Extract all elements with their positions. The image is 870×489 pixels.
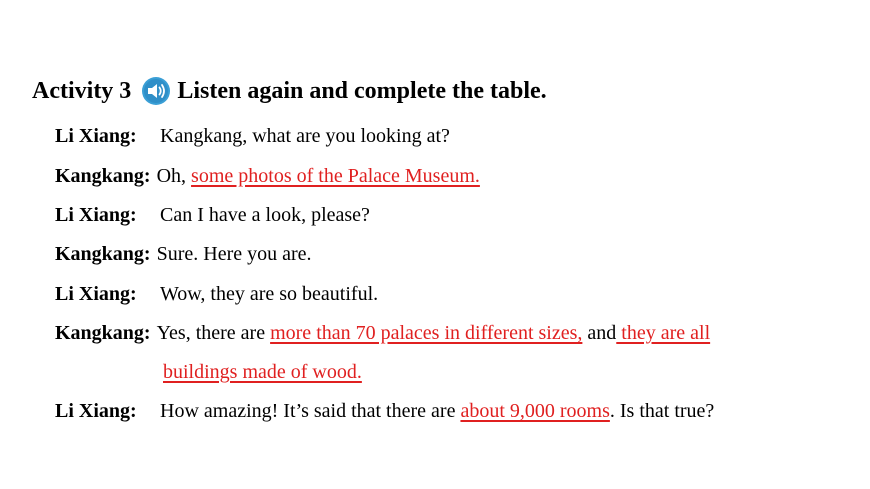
speaker-name: Li Xiang: [55, 400, 137, 422]
speaker-name: Li Xiang: [55, 204, 137, 226]
speaker-name: Kangkang: [55, 243, 151, 265]
answer-text: buildings made of wood. [163, 361, 362, 383]
dialogue-line-6 [55, 321, 710, 345]
line-text: Sure. Here you are. [156, 243, 312, 265]
line-text: . Is that true? [609, 400, 715, 422]
dialogue-line-3 [55, 203, 370, 227]
dialogue-line-6-continued [163, 360, 362, 384]
line-text: Yes, there are [156, 322, 271, 344]
speaker-name: Kangkang: [55, 165, 151, 187]
speaker-name: Li Xiang: [55, 283, 137, 305]
activity-instruction: Listen again and complete the table. [177, 77, 547, 104]
answer-text: more than 70 palaces in different sizes, [270, 322, 583, 344]
speaker-name: Kangkang: [55, 322, 151, 344]
answer-text: they are all [616, 322, 711, 344]
line-text: and [582, 322, 617, 344]
speaker-name: Li Xiang: [55, 125, 137, 147]
line-text: How amazing! It’s said that there are [160, 400, 461, 422]
line-text: Kangkang, what are you looking at? [160, 125, 450, 147]
answer-text: about 9,000 rooms [460, 400, 610, 422]
line-text: Wow, they are so beautiful. [160, 283, 379, 305]
speaker-icon[interactable] [141, 76, 171, 106]
line-text: Oh, [156, 165, 192, 187]
dialogue-line-4 [55, 242, 312, 266]
line-text: Can I have a look, please? [160, 204, 370, 226]
activity-heading [32, 74, 547, 108]
dialogue-line-2 [55, 164, 480, 188]
activity-label: Activity 3 [32, 77, 132, 104]
answer-text: some photos of the Palace Museum. [191, 165, 480, 187]
dialogue-line-1 [55, 124, 450, 148]
dialogue-line-7 [55, 399, 714, 423]
dialogue-line-5 [55, 282, 378, 306]
